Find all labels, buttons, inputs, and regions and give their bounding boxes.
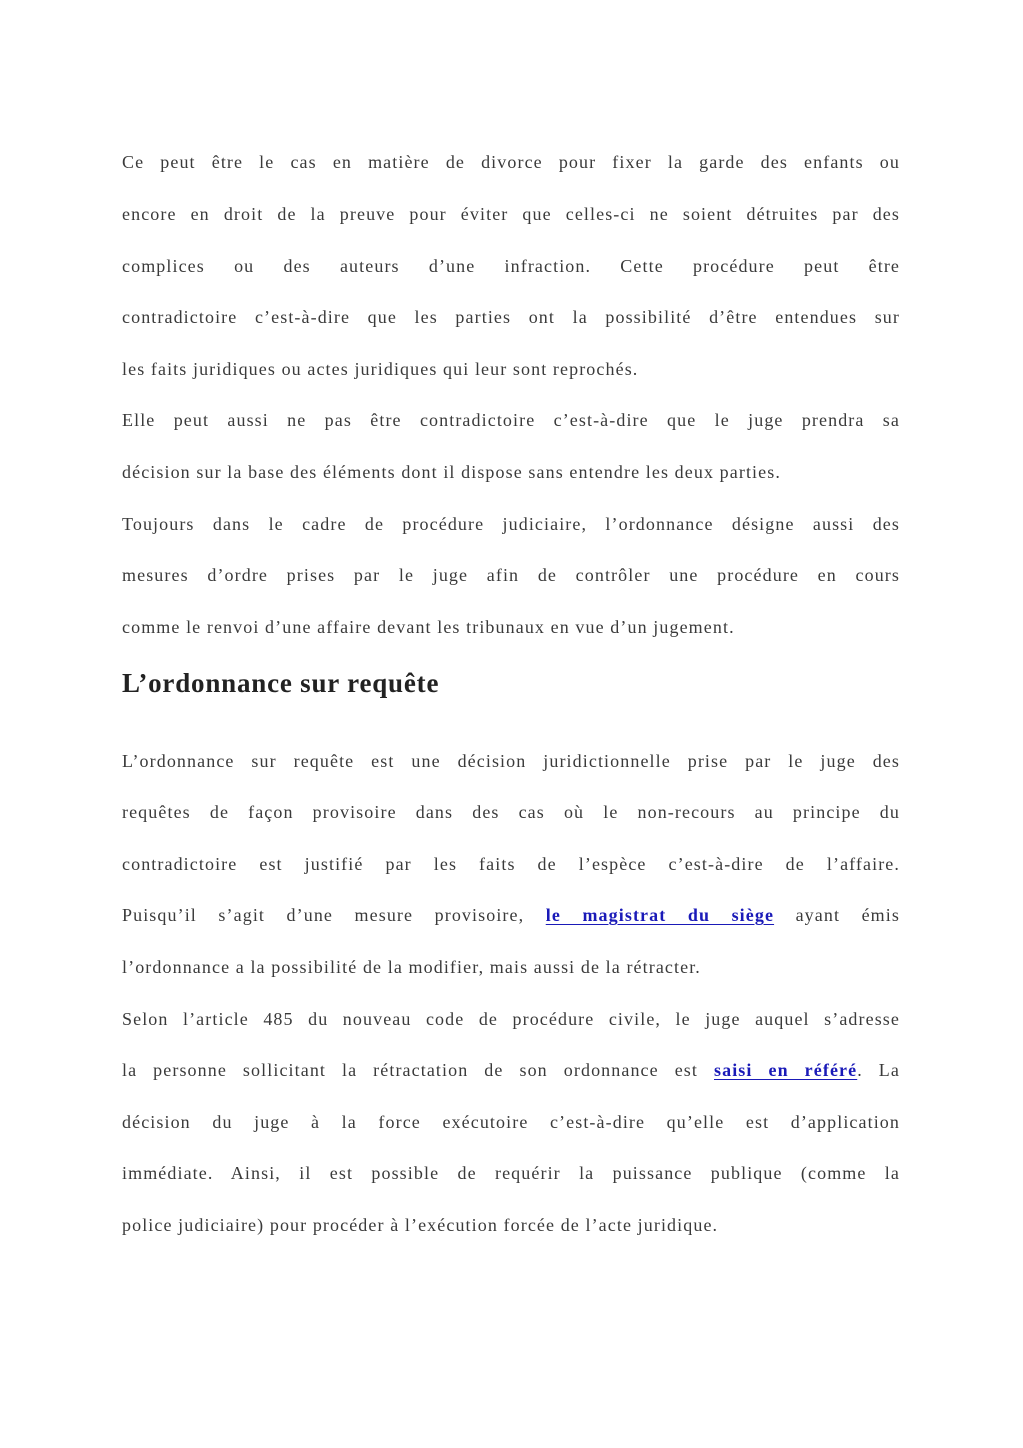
paragraph-line: contradictoire c’est-à-dire que les parties ont la possibilité d’être entendues sur: [122, 307, 900, 327]
paragraph-line: décision sur la base des éléments dont il dispose sans entendre les deux parties.: [122, 462, 781, 482]
text-after-link: ayant émis: [795, 905, 900, 925]
magistrat-du-siege-link[interactable]: le magistrat du siège: [545, 905, 775, 925]
text-after-link: . La: [857, 1060, 900, 1080]
paragraph-line: décision du juge à la force exécutoire c’est-à-dire qu’elle est d’application: [122, 1112, 900, 1132]
paragraph-line: l’ordonnance a la possibilité de la modifier, mais aussi de la rétracter.: [122, 957, 701, 977]
paragraph-line: contradictoire est justifié par les faits de l’espèce c’est-à-dire de l’affaire.: [122, 854, 900, 874]
paragraph-line: Selon l’article 485 du nouveau code de procédure civile, le juge auquel s’adresse: [122, 1009, 900, 1029]
paragraph-line-with-link: [122, 1059, 900, 1081]
paragraph-line: mesures d’ordre prises par le juge afin de contrôler une procédure en cours: [122, 565, 900, 585]
paragraph-line: Toujours dans le cadre de procédure judiciaire, l’ordonnance désigne aussi des: [122, 514, 900, 534]
paragraph-line: L’ordonnance sur requête est une décision juridictionnelle prise par le juge des: [122, 751, 900, 771]
paragraph-line-with-link: [122, 904, 900, 926]
section-heading: L’ordonnance sur requête: [122, 668, 440, 698]
paragraph-line: Ce peut être le cas en matière de divorce pour fixer la garde des enfants ou: [122, 152, 900, 172]
paragraph-line: requêtes de façon provisoire dans des cas où le non-recours au principe du: [122, 802, 900, 822]
paragraph-line: immédiate. Ainsi, il est possible de requérir la puissance publique (comme la: [122, 1163, 900, 1183]
paragraph-line: complices ou des auteurs d’une infraction. Cette procédure peut être: [122, 256, 900, 276]
paragraph-line: Elle peut aussi ne pas être contradictoire c’est-à-dire que le juge prendra sa: [122, 410, 900, 430]
text-before-link: la personne sollicitant la rétractation de son ordonnance est: [122, 1060, 699, 1080]
paragraph-line: les faits juridiques ou actes juridiques qui leur sont reprochés.: [122, 359, 639, 379]
text-before-link: Puisqu’il s’agit d’une mesure provisoire,: [122, 905, 525, 925]
paragraph-line: encore en droit de la preuve pour éviter que celles-ci ne soient détruites par des: [122, 204, 900, 224]
paragraph-line: police judiciaire) pour procéder à l’exécution forcée de l’acte juridique.: [122, 1215, 719, 1235]
saisi-en-refere-link[interactable]: saisi en référé: [714, 1060, 858, 1080]
paragraph-line: comme le renvoi d’une affaire devant les tribunaux en vue d’un jugement.: [122, 617, 735, 637]
